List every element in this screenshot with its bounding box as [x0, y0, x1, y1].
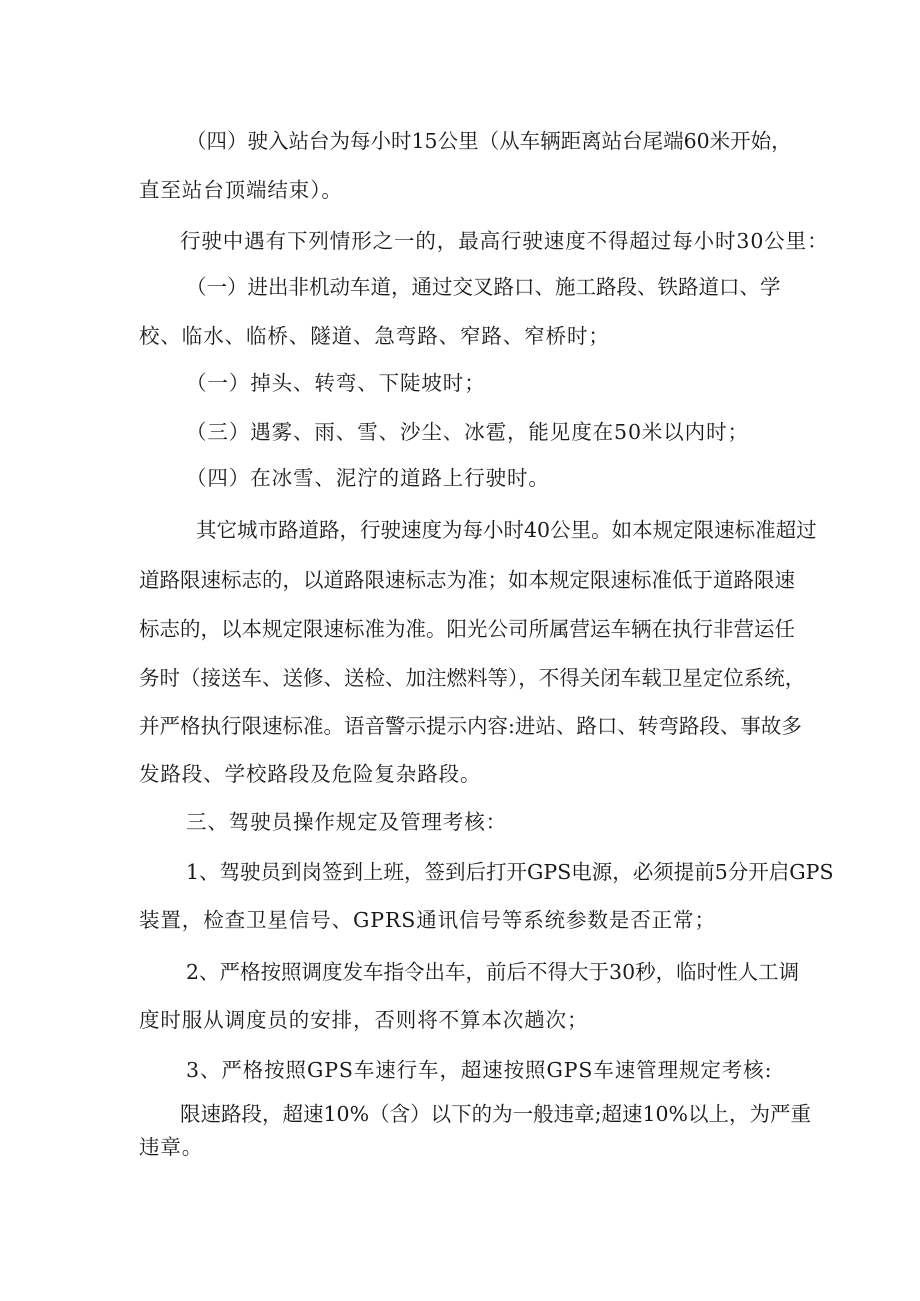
text-line: （一）进出非机动车道，通过交叉路口、施工路段、铁路道口、学	[186, 275, 781, 299]
text-line: 装置，检查卫星信号、GPRS通讯信号等系统参数是否正常；	[139, 908, 716, 932]
section-heading: 三、驾驶员操作规定及管理考核：	[186, 810, 507, 834]
text-line: 度时服从调度员的安排，否则将不算本次趟次；	[139, 1008, 589, 1032]
text-line: 务时（接送车、送修、送检、加注燃料等），不得关闭车载卫星定位系统，	[139, 666, 806, 690]
text-line: 限速路段，超速10%（含）以下的为一般违章;超速10%以上，为严重	[180, 1102, 812, 1126]
text-line: （四）驶入站台为每小时15公里（从车辆距离站台尾端60米开始，	[186, 129, 792, 153]
text-line: 标志的，以本规定限速标准为准。阳光公司所属营运车辆在执行非营运任	[139, 617, 795, 641]
text-line: 直至站台顶端结束）。	[139, 178, 343, 202]
text-line: 违章。	[139, 1135, 204, 1159]
text-line: 3、严格按照GPS车速行车，超速按照GPS车速管理规定考核:	[186, 1058, 773, 1082]
text-line: 1、驾驶员到岗签到上班，签到后打开GPS电源，必须提前5分开启GPS	[186, 860, 834, 884]
text-line: 2、严格按照调度发车指令出车，前后不得大于30秒，临时性人工调	[186, 960, 800, 984]
text-line: 校、临水、临桥、隧道、急弯路、窄路、窄桥时；	[139, 324, 610, 348]
text-line: 行驶中遇有下列情形之一的，最高行驶速度不得超过每小时30公里：	[180, 229, 829, 253]
text-line: 并严格执行限速标准。语音警示提示内容:进站、路口、转弯路段、事故多	[139, 714, 802, 738]
text-line: 其它城市路道路，行驶速度为每小时40公里。如本规定限速标准超过	[196, 518, 817, 542]
text-line: 道路限速标志的，以道路限速标志为准；如本规定限速标准低于道路限速	[139, 568, 795, 592]
text-line: （一）掉头、转弯、下陡坡时；	[186, 371, 486, 395]
text-line: （四）在冰雪、泥泞的道路上行驶时。	[186, 466, 550, 490]
text-line: （三）遇雾、雨、雪、沙尘、冰雹，能见度在50米以内时；	[186, 420, 749, 444]
text-line: 发路段、学校路段及危险复杂路段。	[139, 762, 482, 786]
